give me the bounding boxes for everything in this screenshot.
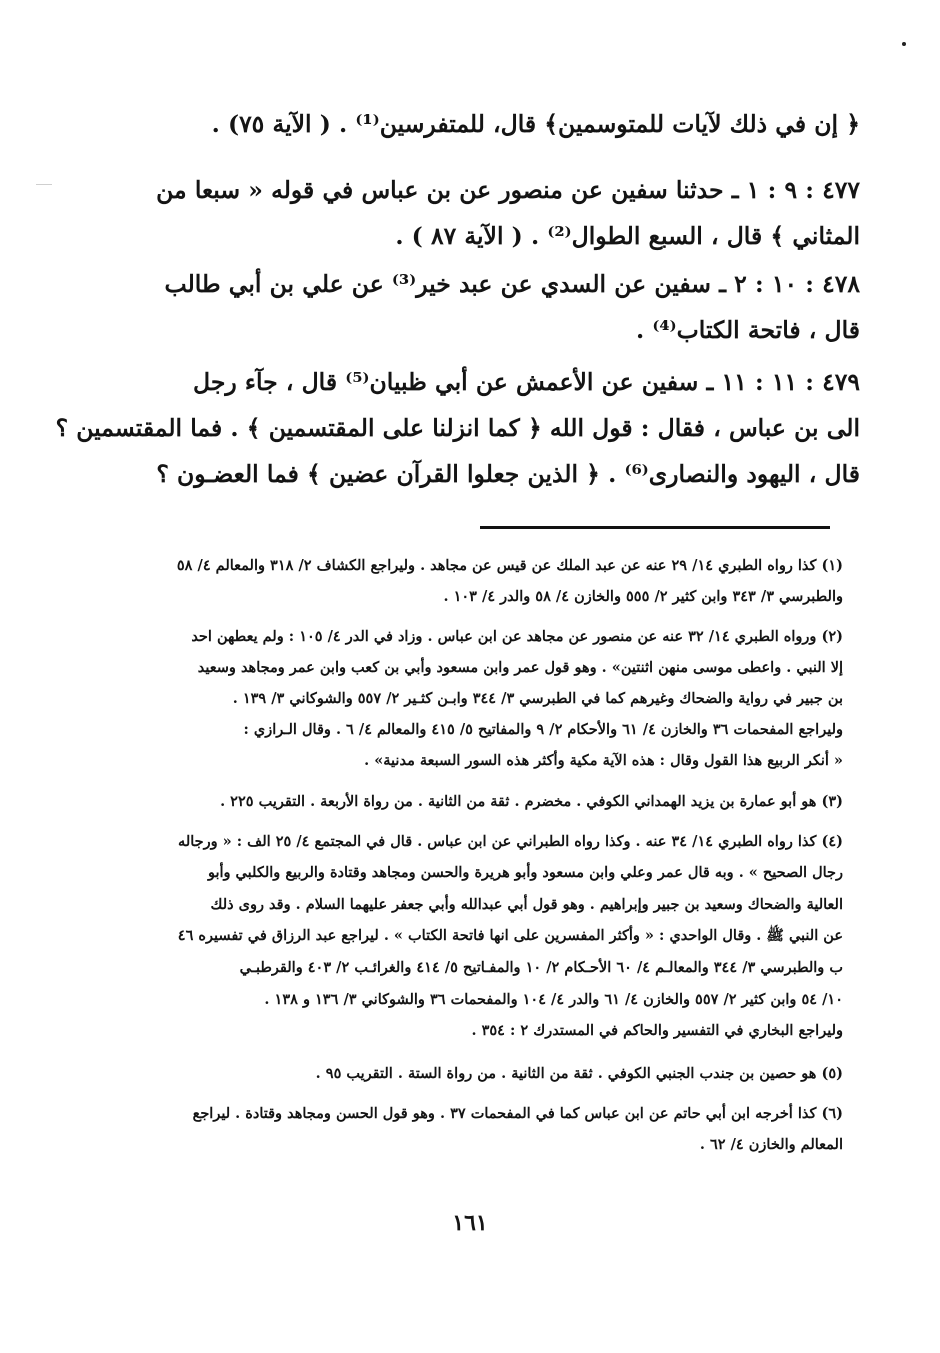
footnote-line: المعالم والخازن ٤/ ٦٢ . bbox=[699, 1136, 843, 1153]
footnote-line: (٤) كذا رواه الطبري ١٤/ ٣٤ عنه . وكذا رواه الطبراني عن ابن عباس . قال في المجتمع ٤/ ٢٥ الف : « ورجاله bbox=[178, 833, 843, 850]
main-line-1: ﴿ إن في ذلك لآيات للمتوسمين﴾ قال، للمتفرسين⁽¹⁾ . ( الآية ٧٥) . bbox=[211, 110, 860, 138]
stray-dot bbox=[902, 42, 906, 46]
footnote-line: (٣) هو أبو عمارة بن يزيد الهمداني الكوفي . مخضرم . ثقة من الثانية . من رواة الأربعة . التقريب ٢٢٥ . bbox=[220, 793, 843, 810]
footnote-line: وليراجع المفحمات ٣٦ والخازن ٤/ ٦١ والأحكام ٢/ ٩ والمفاتيح ٥/ ٤١٥ والمعالم ٤/ ٦ . وقال الـرازي : bbox=[243, 721, 843, 738]
footnote-line: ب والطبرسي ٣/ ٣٤٤ والمعالـم ٤/ ٦٠ الأحـكام ٢/ ١٠ والمفـاتيح ٥/ ٤١٤ والغرائـب ٢/ ٤٠٣ والقرطبـي bbox=[239, 959, 843, 976]
footnote-line: (٦) كذا أخرجه ابن أبي حاتم عن ابن عباس كما في المفحمات ٣٧ . وهو قول الحسن ومجاهد وقتادة . ليراجع bbox=[192, 1105, 843, 1122]
footnote-line: رجال الصحيح » . وبه قال عمر وعلي وابن مسعود وأبو هريرة والحسن ومجاهد وقتادة والربيع والكلبي وأبو bbox=[207, 864, 843, 881]
footnote-line: بن جبير في رواية والضحاك وغيرهم كما في الطبرسي ٣/ ٣٤٤ وابـن كثـير ٢/ ٥٥٧ والشوكاني ٣/ ١٣٩ . bbox=[232, 690, 843, 707]
footnote-line: عن النبي ﷺ . وقال الواحدي : « وأكثر المفسرين على انها فاتحة الكتاب » . ليراجع عبد الرزاق في تفسيره ٤٦ bbox=[177, 927, 843, 944]
footnote-line: (٥) هو حصين بن جندب الجنبي الكوفي . ثقة من الثانية . من رواة الستة . التقريب ٩٥ . bbox=[315, 1065, 843, 1082]
main-line-7: الى بن عباس ، فقال : قول الله ﴿ كما انزلنا على المقتسمين ﴾ . فما المقتسمين ؟ bbox=[55, 414, 860, 442]
footnote-line: وليراجع البخاري في التفسير والحاكم في المستدرك ٢ : ٣٥٤ . bbox=[471, 1022, 843, 1039]
footnote-line: والطبرسي ٣/ ٣٤٣ وابن كثير ٢/ ٥٥٥ والخازن ٤/ ٥٨ والدر ٤/ ١٠٣ . bbox=[443, 588, 843, 605]
footnote-line: (٢) ورواه الطبري ١٤/ ٣٢ عنه عن منصور عن مجاهد عن ابن عباس . وزاد في الدر ٤/ ١٠٥ : ولم يعطهن احد bbox=[191, 628, 843, 645]
footnote-separator bbox=[480, 526, 830, 529]
main-line-8: قال ، اليهود والنصارى⁽⁶⁾ . ﴿ الذين جعلوا القرآن عضين ﴾ فما العضـون ؟ bbox=[156, 460, 860, 488]
footnote-line: « أنكر الربيع هذا القول وقال : هذه الآية مكية وأكثر هذه السور السبعة مدنية» . bbox=[364, 752, 843, 769]
footnote-line: إلا النبي . واعطى موسى منهن اثنتين» . وهو قول عمر وابن مسعود وأبي بن كعب وابن عمر ومجاهد وسعيد bbox=[197, 659, 843, 676]
main-line-6: ٤٧٩ : ١١ : ١١ ـ سفين عن الأعمش عن أبي ظبيان⁽⁵⁾ قال ، جآء رجل bbox=[193, 368, 860, 396]
main-line-5: قال ، فاتحة الكتاب⁽⁴⁾ . bbox=[635, 316, 860, 344]
footnote-line: (١) كذا رواه الطبري ١٤/ ٢٩ عنه عن عبد الملك عن قيس عن مجاهد . وليراجع الكشاف ٢/ ٣١٨ والمعالم ٤/ ٥٨ bbox=[176, 557, 843, 574]
main-line-3: المثاني ﴾ قال ، السبع الطوال⁽²⁾ . ( الآية ٨٧ ) . bbox=[395, 222, 860, 250]
main-line-4: ٤٧٨ : ١٠ : ٢ ـ سفين عن السدي عن عبد خير⁽³⁾ عن علي بن أبي طالب bbox=[164, 270, 860, 298]
main-line-2: ٤٧٧ : ٩ : ١ ـ حدثنا سفين عن منصور عن بن عباس في قوله « سبعا من bbox=[156, 176, 860, 204]
footnote-line: العالية والضحاك وسعيد بن جبير وإبراهيم . وهو قول أبي عبدالله وأبي جعفر عليهما السلام . وقد روى ذلك bbox=[210, 896, 843, 913]
page-number: ١٦١ bbox=[452, 1210, 488, 1236]
margin-mark bbox=[36, 184, 52, 185]
footnote-line: ١٠/ ٥٤ وابن كثير ٢/ ٥٥٧ والخازن ٤/ ٦١ والدر ٤/ ١٠٤ والمفحمات ٣٦ والشوكاني ٣/ ١٣٦ و ١٣٨ . bbox=[264, 991, 843, 1008]
